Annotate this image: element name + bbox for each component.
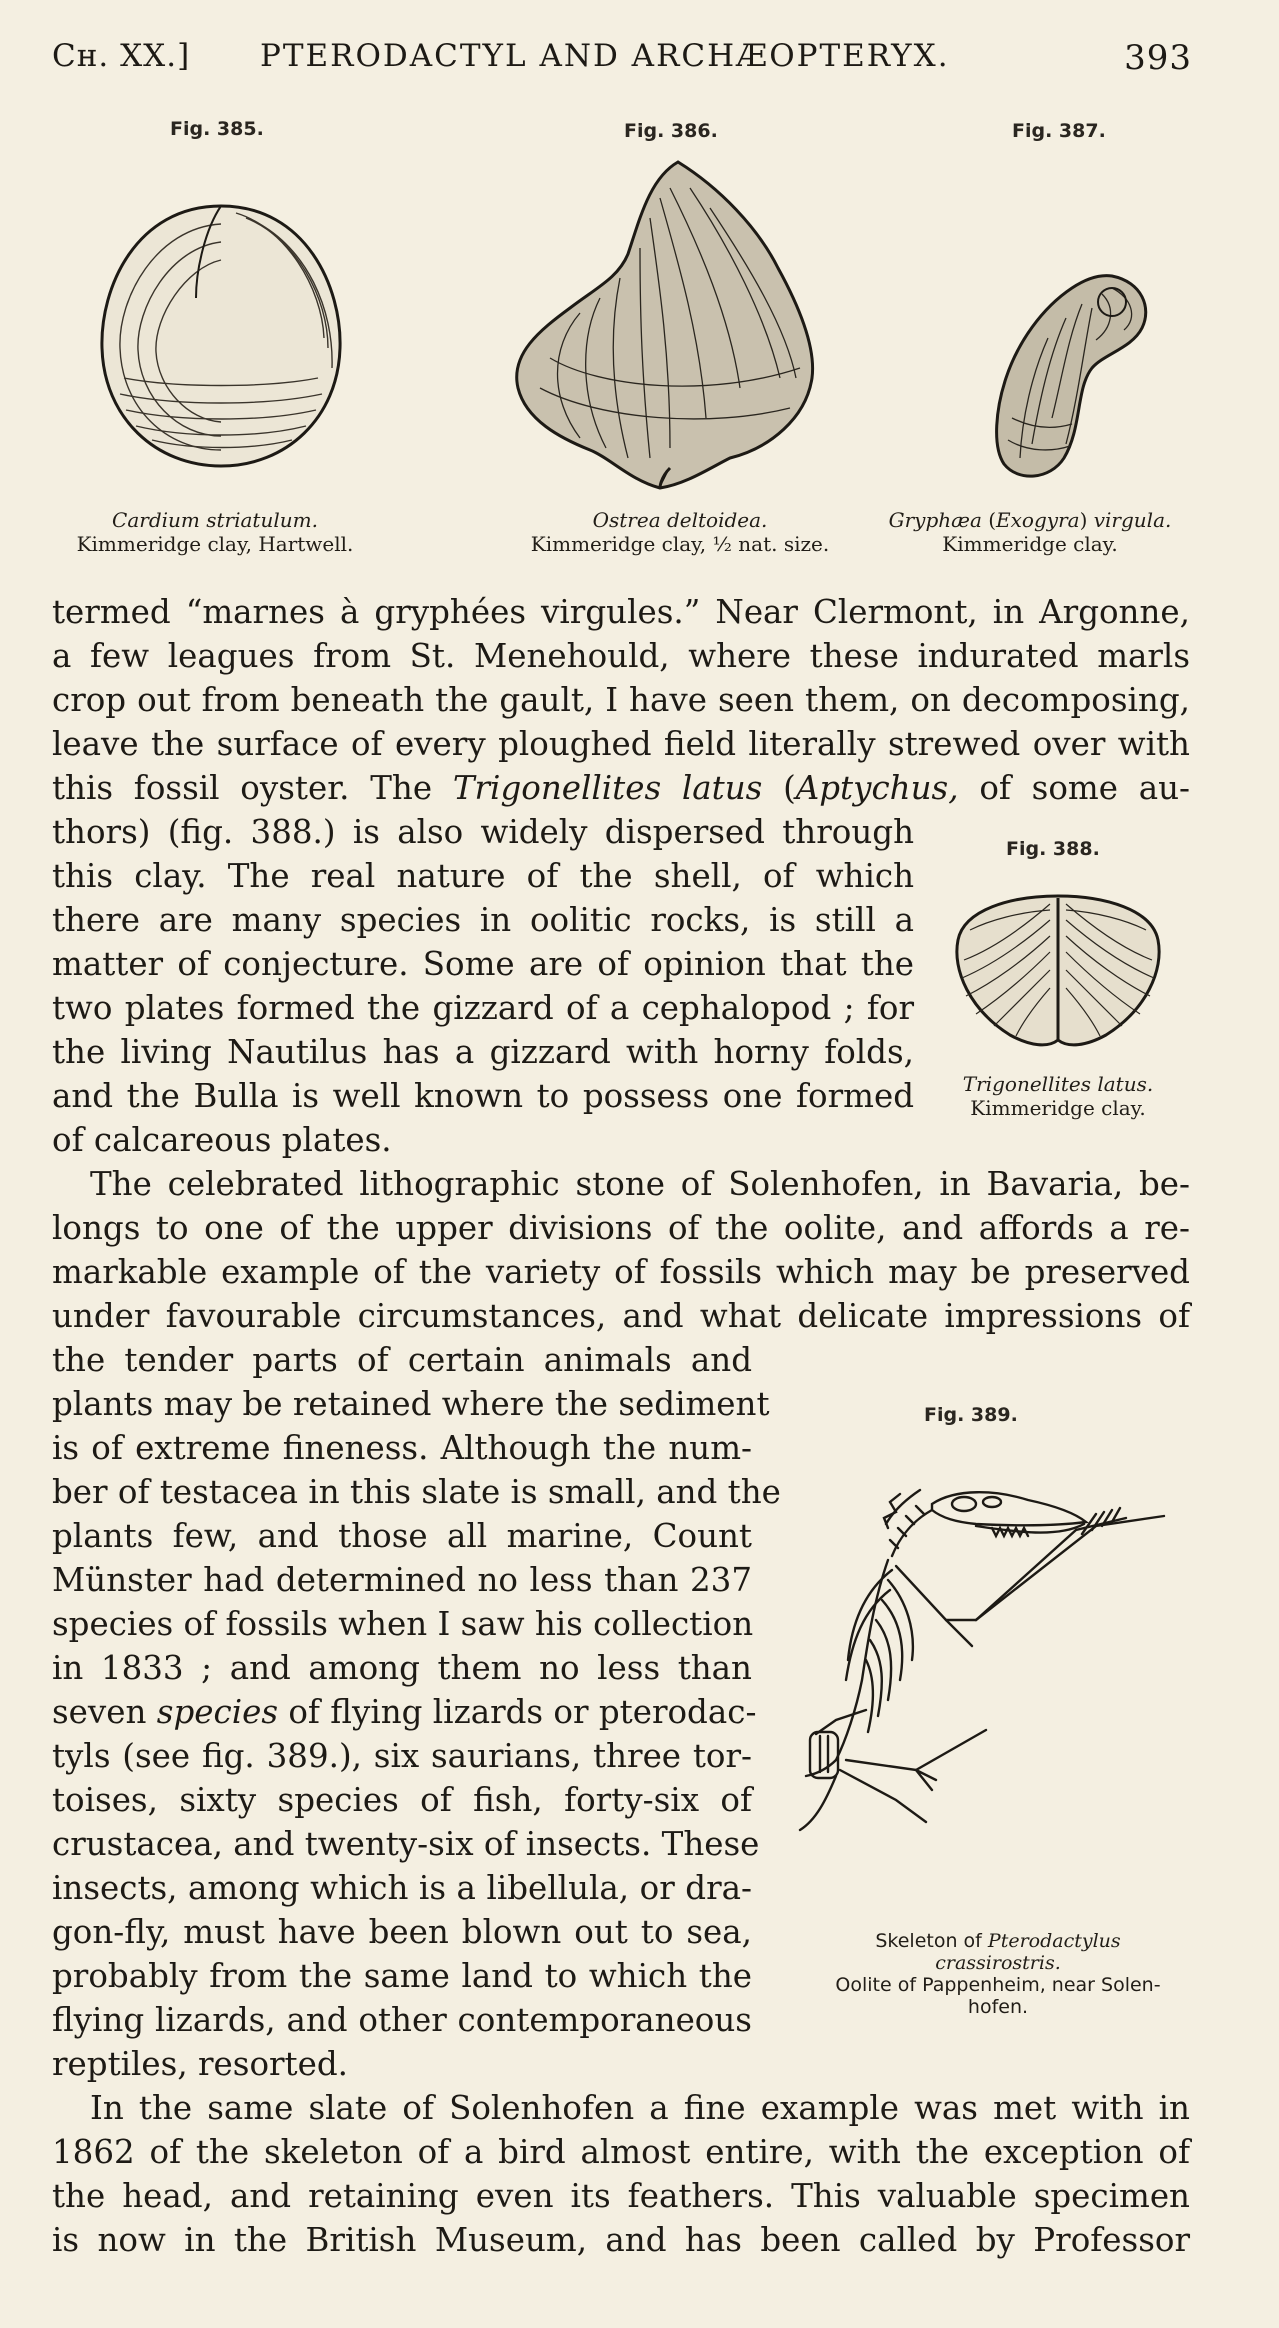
text-line: is now in the British Museum, and has been called by Professor: [52, 2221, 1190, 2259]
chapter-ref: Cʜ. XX.]: [52, 38, 191, 74]
text-line: this clay. The real nature of the shell, of which: [52, 857, 914, 895]
running-title: PTERODACTYL AND ARCHÆOPTERYX.: [260, 38, 950, 74]
fig-389-caption-prefix: Skeleton of: [875, 1930, 982, 1952]
fig-388-caption: [930, 1072, 1186, 1120]
text-line: toises, sixty species of fish, forty-six of: [52, 1781, 752, 1819]
text-line: the tender parts of certain animals and: [52, 1341, 752, 1379]
text-line: tyls (see fig. 389.), six saurians, three tor-: [52, 1737, 752, 1775]
text-line: plants may be retained where the sediment: [52, 1385, 770, 1423]
text-line: thors) (fig. 388.) is also widely dispersed through: [52, 813, 914, 851]
text-line: crop out from beneath the gault, I have seen them, on decomposing,: [52, 681, 1190, 719]
fig-387-locality: Kimmeridge clay.: [942, 532, 1118, 556]
fig-387-gryphaea-illustration: [992, 268, 1150, 484]
fig-388-trigonellites-illustration: [950, 890, 1166, 1050]
fig-387-species: virgula.: [1093, 508, 1172, 532]
text-line: leave the surface of every ploughed field literally strewed over with: [52, 725, 1190, 763]
text-line: gon-fly, must have been blown out to sea,: [52, 1913, 752, 1951]
text-line: the head, and retaining even its feathers. This valuable specimen: [52, 2177, 1190, 2215]
fig-388-label: Fig. 388.: [1006, 838, 1100, 860]
fig-388-species: Trigonellites latus.: [962, 1072, 1154, 1096]
text-line: of calcareous plates.: [52, 1121, 392, 1159]
text-line: plants few, and those all marine, Count: [52, 1517, 752, 1555]
fig-387-genus: Gryphæa: [888, 508, 982, 532]
text-line: two plates formed the gizzard of a cephalopod ; for: [52, 989, 914, 1027]
text-line: Münster had determined no less than 237: [52, 1561, 752, 1599]
text-line: In the same slate of Solenhofen a fine example was met with in: [90, 2089, 1190, 2127]
text-line: is of extreme fineness. Although the num-: [52, 1429, 752, 1467]
text-line: a few leagues from St. Menehould, where these indurated marls: [52, 637, 1190, 675]
text-line: insects, among which is a libellula, or dra-: [52, 1869, 752, 1907]
fig-385-cardium-illustration: [96, 198, 346, 473]
fig-386-locality: Kimmeridge clay, ½ nat. size.: [530, 532, 830, 556]
text-line: species of fossils when I saw his collection: [52, 1605, 754, 1643]
text-line: 1862 of the skeleton of a bird almost entire, with the exception of: [52, 2133, 1190, 2171]
text-line: crustacea, and twenty-six of insects. These: [52, 1825, 760, 1863]
text-line: termed “marnes à gryphées virgules.” Near Clermont, in Argonne,: [52, 593, 1190, 631]
text-line: The celebrated lithographic stone of Solenhofen, in Bavaria, be-: [90, 1165, 1190, 1203]
fig-387-subgenus: Exogyra: [996, 508, 1080, 532]
text-line-with-italics: this fossil oyster. The Trigonellites latus (Aptychus, of some au-: [52, 769, 1190, 807]
text-line: and the Bulla is well known to possess one formed: [52, 1077, 914, 1115]
fig-389-locality-2: hofen.: [967, 1996, 1029, 2018]
text-line: reptiles, resorted.: [52, 2045, 348, 2083]
fig-385-caption: [60, 508, 370, 556]
running-head: [52, 38, 1192, 82]
fig-387-caption: Gryphæa (Exogyra) virgula. Kimmeridge clay.: [850, 508, 1210, 556]
fig-385-species: Cardium striatulum.: [112, 508, 318, 532]
fig-389-label: Fig. 389.: [924, 1404, 1018, 1426]
fig-389-species: crassirostris.: [935, 1952, 1061, 1974]
fig-389-locality-1: Oolite of Pappenheim, near Solen-: [835, 1974, 1161, 1996]
fig-387-label: Fig. 387.: [1012, 120, 1106, 142]
fig-386-ostrea-illustration: [510, 158, 826, 493]
text-line-with-italics: seven species of flying lizards or pterodac-: [52, 1693, 757, 1731]
text-line: the living Nautilus has a gizzard with horny folds,: [52, 1033, 914, 1071]
fig-386-species: Ostrea deltoidea.: [592, 508, 768, 532]
text-line: in 1833 ; and among them no less than: [52, 1649, 752, 1687]
fig-389-genus: Pterodactylus: [987, 1930, 1121, 1952]
text-line: probably from the same land to which the: [52, 1957, 752, 1995]
fig-386-caption: [500, 508, 860, 556]
text-line: under favourable circumstances, and what delicate impressions of: [52, 1297, 1190, 1335]
fig-386-label: Fig. 386.: [624, 120, 718, 142]
text-line: matter of conjecture. Some are of opinion that the: [52, 945, 914, 983]
text-line: there are many species in oolitic rocks, is still a: [52, 901, 914, 939]
fig-389-pterodactyl-skeleton-illustration: [796, 1470, 1176, 1890]
fig-388-locality: Kimmeridge clay.: [970, 1096, 1146, 1120]
page-number: 393: [1124, 38, 1192, 78]
text-line: longs to one of the upper divisions of the oolite, and affords a re-: [52, 1209, 1190, 1247]
fig-385-label: Fig. 385.: [170, 118, 264, 140]
text-line: markable example of the variety of fossils which may be preserved: [52, 1253, 1190, 1291]
fig-385-locality: Kimmeridge clay, Hartwell.: [76, 532, 354, 556]
fig-389-caption: [798, 1930, 1198, 2018]
text-line: ber of testacea in this slate is small, and the: [52, 1473, 781, 1511]
text-line: flying lizards, and other contemporaneous: [52, 2001, 752, 2039]
